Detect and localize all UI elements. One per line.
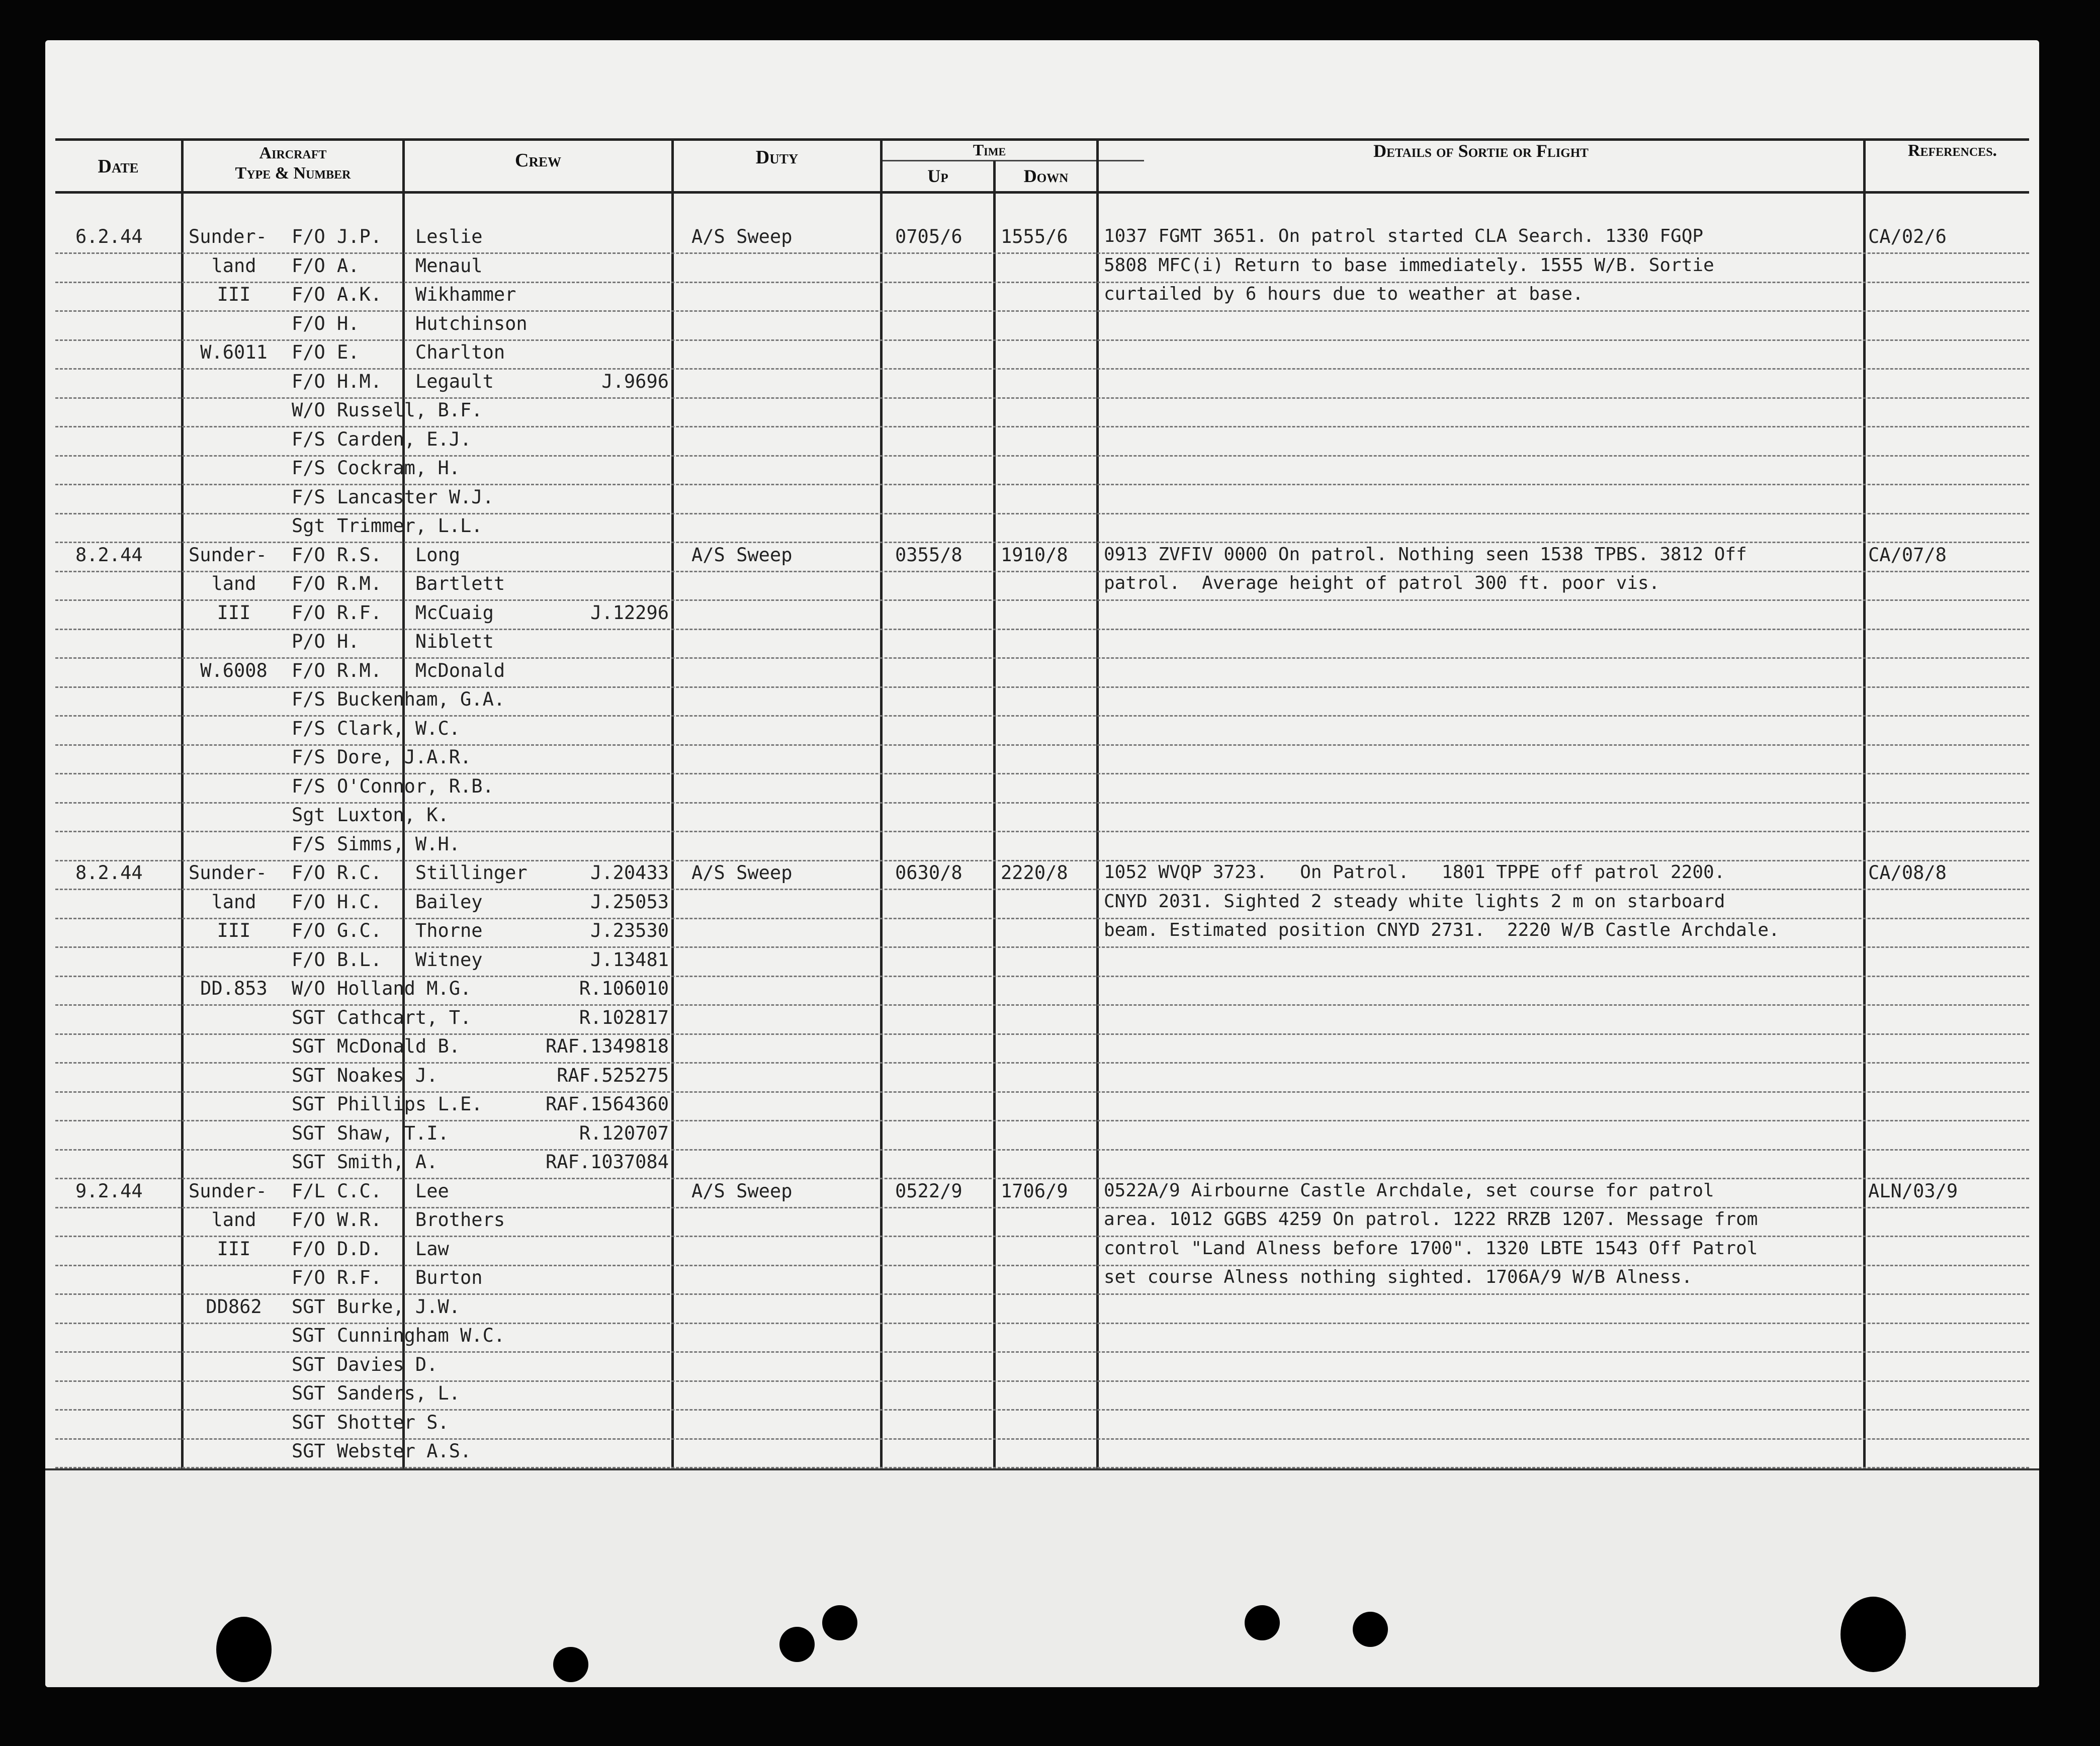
time-down: 1555/6 bbox=[1001, 226, 1068, 247]
crew-rank: SGT bbox=[292, 1411, 325, 1433]
form-footer-strip bbox=[45, 1468, 2039, 1687]
crew-rank: Sgt bbox=[292, 804, 325, 826]
row-rule bbox=[55, 571, 2029, 572]
crew-rank: F/O bbox=[292, 370, 325, 392]
crew-rank: SGT bbox=[292, 1325, 325, 1346]
row-rule bbox=[55, 773, 2029, 774]
crew-name: Webster A.S. bbox=[337, 1440, 472, 1462]
crew-service-number: J.9696 bbox=[601, 370, 669, 392]
crew-rank: SGT bbox=[292, 1151, 325, 1173]
crew-rank: F/O bbox=[292, 1209, 325, 1231]
row-rule bbox=[55, 282, 2029, 283]
crew-rank: F/O bbox=[292, 1238, 325, 1260]
crew-name: Carden, E.J. bbox=[337, 428, 472, 450]
crew-name: Lancaster W.J. bbox=[337, 486, 494, 508]
crew-service-number: R.120707 bbox=[579, 1122, 669, 1144]
crew-rank: F/O bbox=[292, 573, 325, 594]
details-line: 1052 WVQP 3723. On Patrol. 1801 TPPE off patrol 2200. bbox=[1104, 862, 1725, 883]
row-rule bbox=[55, 1380, 2029, 1382]
row-rule bbox=[55, 976, 2029, 977]
crew-rank: W/O bbox=[292, 399, 325, 421]
entry-date: 9.2.44 bbox=[75, 1180, 143, 1202]
crew-rank: F/O bbox=[292, 601, 325, 624]
crew-rank: F/O bbox=[292, 891, 325, 913]
time-up: 0522/9 bbox=[895, 1180, 962, 1202]
crew-rank: F/O bbox=[292, 254, 325, 277]
crew-header: Crew bbox=[515, 150, 561, 171]
details-line: patrol. Average height of patrol 300 ft. poor vis. bbox=[1104, 573, 1660, 593]
crew-service-number: J.12296 bbox=[590, 601, 669, 624]
crew-name: H. Hutchinson bbox=[337, 312, 528, 334]
row-rule bbox=[55, 1149, 2029, 1151]
crew-rank: F/S bbox=[292, 746, 325, 768]
punch-hole bbox=[553, 1647, 588, 1682]
details-line: set course Alness nothing sighted. 1706A/9 W/B Alness. bbox=[1104, 1267, 1693, 1287]
row-rule bbox=[55, 1351, 2029, 1353]
crew-rank: P/O bbox=[292, 631, 325, 652]
crew-rank: SGT bbox=[292, 1006, 325, 1028]
crew-name: Phillips L.E. bbox=[337, 1093, 483, 1115]
references-header: References. bbox=[1907, 141, 1997, 160]
crew-rank: F/S bbox=[292, 833, 325, 855]
crew-name: H.C. Bailey bbox=[337, 891, 483, 913]
col-divider bbox=[1863, 138, 1866, 1468]
crew-name: Cathcart, T. bbox=[337, 1006, 472, 1028]
crew-rank: F/S bbox=[292, 428, 325, 450]
crew-rank: F/O bbox=[292, 659, 325, 681]
crew-name: A.K. Wikhammer bbox=[337, 284, 516, 305]
crew-name: R.S. Long bbox=[337, 544, 461, 566]
aircraft-line: III bbox=[217, 1238, 251, 1260]
aircraft-header: Aircraft bbox=[259, 144, 327, 162]
crew-name: Clark, W.C. bbox=[337, 717, 461, 739]
reference-cell: CA/02/6 bbox=[1868, 226, 1947, 247]
crew-rank: F/O bbox=[292, 312, 325, 334]
aircraft-line: Sunder- bbox=[189, 544, 267, 566]
row-rule bbox=[55, 831, 2029, 832]
entry-date: 8.2.44 bbox=[75, 862, 143, 884]
time-down: 1910/8 bbox=[1001, 544, 1068, 566]
time-down: 2220/8 bbox=[1001, 862, 1068, 884]
time-up: 0705/6 bbox=[895, 226, 962, 247]
aircraft-line: III bbox=[217, 284, 251, 305]
reference-cell: ALN/03/9 bbox=[1868, 1180, 1958, 1202]
crew-name: H.M. Legault bbox=[337, 370, 494, 392]
crew-name: Trimmer, L.L. bbox=[337, 515, 483, 537]
details-line: 0913 ZVFIV 0000 On patrol. Nothing seen 1538 TPBS. 3812 Off bbox=[1104, 544, 1747, 565]
row-rule bbox=[55, 426, 2029, 427]
crew-name: Holland M.G. bbox=[337, 978, 472, 999]
crew-name: Shaw, T.I. bbox=[337, 1122, 449, 1144]
aircraft-line: III bbox=[217, 920, 251, 941]
crew-rank: SGT bbox=[292, 1122, 325, 1144]
crew-rank: W/O bbox=[292, 978, 325, 999]
details-line: 0522A/9 Airbourne Castle Archdale, set course for patrol bbox=[1104, 1180, 1714, 1201]
row-rule bbox=[55, 1004, 2029, 1006]
crew-name: Cockram, H. bbox=[337, 457, 461, 479]
crew-rank: F/S bbox=[292, 717, 325, 739]
entry-date: 6.2.44 bbox=[75, 226, 143, 247]
duty-header: Duty bbox=[755, 147, 799, 168]
row-rule bbox=[55, 686, 2029, 688]
duty-cell: A/S Sweep bbox=[691, 226, 793, 247]
crew-name: O'Connor, R.B. bbox=[337, 775, 494, 797]
punch-hole bbox=[1245, 1605, 1280, 1640]
entry-date: 8.2.44 bbox=[75, 544, 143, 566]
aircraft-line: land bbox=[211, 1209, 256, 1231]
aircraft-line: Sunder- bbox=[189, 226, 267, 247]
row-rule bbox=[55, 455, 2029, 457]
crew-rank: F/O bbox=[292, 284, 325, 305]
crew-name: H. Niblett bbox=[337, 631, 494, 652]
aircraft-line: Sunder- bbox=[189, 1180, 267, 1202]
row-rule bbox=[55, 310, 2029, 312]
time-up: 0355/8 bbox=[895, 544, 962, 566]
aircraft-line: land bbox=[211, 254, 256, 277]
crew-name: B.L. Witney bbox=[337, 948, 483, 971]
row-rule bbox=[55, 860, 2029, 861]
duty-cell: A/S Sweep bbox=[691, 1180, 793, 1202]
time-down-header: Down bbox=[1023, 166, 1069, 186]
crew-rank: F/O bbox=[292, 1267, 325, 1288]
crew-name: Davies D. bbox=[337, 1353, 438, 1375]
crew-name: W.R. Brothers bbox=[337, 1209, 505, 1231]
details-header: Details of Sortie or Flight bbox=[1373, 141, 1589, 161]
row-rule bbox=[55, 744, 2029, 746]
crew-name: Noakes J. bbox=[337, 1064, 438, 1086]
crew-service-number: RAF.1037084 bbox=[545, 1151, 669, 1173]
row-rule bbox=[55, 1438, 2029, 1440]
aircraft-line: Sunder- bbox=[189, 862, 267, 884]
reference-cell: CA/08/8 bbox=[1868, 862, 1947, 884]
col-divider bbox=[671, 138, 674, 1468]
crew-rank: Sgt bbox=[292, 515, 325, 537]
crew-service-number: J.20433 bbox=[590, 862, 669, 884]
crew-name: C.C. Lee bbox=[337, 1180, 449, 1202]
row-rule bbox=[55, 1120, 2029, 1121]
aircraft-line: land bbox=[211, 573, 256, 594]
date-header: Date bbox=[98, 156, 139, 177]
details-line: area. 1012 GGBS 4259 On patrol. 1222 RRZB 1207. Message from bbox=[1104, 1209, 1758, 1230]
crew-rank: F/O bbox=[292, 544, 325, 566]
row-rule bbox=[55, 1265, 2029, 1266]
row-rule bbox=[55, 946, 2029, 948]
crew-service-number: RAF.1564360 bbox=[545, 1093, 669, 1115]
crew-name: Buckenham, G.A. bbox=[337, 688, 505, 710]
details-line: control "Land Alness before 1700". 1320 LBTE 1543 Off Patrol bbox=[1104, 1238, 1758, 1259]
crew-name: Luxton, K. bbox=[337, 804, 449, 826]
details-line: curtailed by 6 hours due to weather at base. bbox=[1104, 284, 1584, 304]
col-divider bbox=[993, 161, 996, 1468]
crew-service-number: RAF.1349818 bbox=[545, 1035, 669, 1057]
col-divider bbox=[1096, 138, 1099, 1468]
row-rule bbox=[55, 397, 2029, 399]
aircraft-line: W.6008 bbox=[200, 659, 268, 681]
crew-rank: F/O bbox=[292, 341, 325, 363]
row-rule bbox=[55, 715, 2029, 717]
row-rule bbox=[55, 484, 2029, 485]
crew-name: A. Menaul bbox=[337, 254, 483, 277]
crew-name: Shotter S. bbox=[337, 1411, 449, 1433]
crew-name: Burke, J.W. bbox=[337, 1295, 461, 1318]
crew-name: Sanders, L. bbox=[337, 1382, 461, 1404]
crew-rank: SGT bbox=[292, 1035, 325, 1057]
row-rule bbox=[55, 513, 2029, 514]
row-rule bbox=[55, 1323, 2029, 1324]
crew-name: J.P. Leslie bbox=[337, 226, 483, 247]
time-header: Time bbox=[973, 141, 1006, 159]
details-line: 1037 FGMT 3651. On patrol started CLA Search. 1330 FGQP bbox=[1104, 226, 1704, 246]
crew-name: Dore, J.A.R. bbox=[337, 746, 472, 768]
crew-name: G.C. Thorne bbox=[337, 920, 483, 941]
crew-name: Simms, W.H. bbox=[337, 833, 461, 855]
time-up: 0630/8 bbox=[895, 862, 962, 884]
crew-service-number: J.25053 bbox=[590, 891, 669, 913]
row-rule bbox=[55, 1091, 2029, 1093]
details-line: 5808 MFC(i) Return to base immediately. 1555 W/B. Sortie bbox=[1104, 254, 1714, 276]
aircraft-line: DD862 bbox=[206, 1295, 262, 1318]
row-rule bbox=[55, 1293, 2029, 1295]
row-rule bbox=[55, 918, 2029, 919]
punch-hole bbox=[216, 1617, 272, 1682]
time-down: 1706/9 bbox=[1001, 1180, 1068, 1202]
col-divider bbox=[181, 138, 184, 1468]
crew-name: Cunningham W.C. bbox=[337, 1325, 505, 1346]
crew-rank: SGT bbox=[292, 1353, 325, 1375]
crew-service-number: R.106010 bbox=[579, 978, 669, 999]
reference-cell: CA/07/8 bbox=[1868, 544, 1947, 566]
row-rule bbox=[55, 1062, 2029, 1064]
record-sheet bbox=[45, 40, 2039, 1687]
aircraft-line: DD.853 bbox=[200, 978, 268, 999]
punch-hole bbox=[1353, 1612, 1388, 1647]
crew-rank: F/S bbox=[292, 688, 325, 710]
details-line: beam. Estimated position CNYD 2731. 2220 W/B Castle Archdale. bbox=[1104, 920, 1780, 940]
crew-rank: F/S bbox=[292, 457, 325, 479]
row-rule bbox=[55, 542, 2029, 543]
row-rule bbox=[55, 889, 2029, 890]
punch-hole bbox=[1841, 1597, 1906, 1672]
header-bottom-rule bbox=[55, 191, 2029, 194]
crew-service-number: J.13481 bbox=[590, 948, 669, 971]
punch-hole bbox=[779, 1627, 815, 1662]
crew-name: R.F. Burton bbox=[337, 1267, 483, 1288]
row-rule bbox=[55, 252, 2029, 254]
crew-rank: F/S bbox=[292, 775, 325, 797]
crew-name: McDonald B. bbox=[337, 1035, 461, 1057]
crew-name: D.D. Law bbox=[337, 1238, 449, 1260]
crew-rank: F/O bbox=[292, 862, 325, 884]
aircraft-subheader: Type & Number bbox=[235, 164, 351, 183]
crew-rank: SGT bbox=[292, 1064, 325, 1086]
row-rule bbox=[55, 1207, 2029, 1208]
crew-name: Smith, A. bbox=[337, 1151, 438, 1173]
crew-service-number: J.23530 bbox=[590, 920, 669, 941]
crew-rank: SGT bbox=[292, 1440, 325, 1462]
row-rule bbox=[55, 599, 2029, 601]
aircraft-line: land bbox=[211, 891, 256, 913]
crew-name: R.F. McCuaig bbox=[337, 601, 494, 624]
aircraft-line: III bbox=[217, 601, 251, 624]
row-rule bbox=[55, 1033, 2029, 1035]
row-rule bbox=[55, 629, 2029, 630]
row-rule bbox=[55, 1178, 2029, 1179]
crew-rank: SGT bbox=[292, 1295, 325, 1318]
row-rule bbox=[55, 802, 2029, 804]
time-up-header: Up bbox=[927, 166, 948, 186]
crew-rank: F/O bbox=[292, 920, 325, 941]
row-rule bbox=[55, 339, 2029, 341]
duty-cell: A/S Sweep bbox=[691, 862, 793, 884]
crew-service-number: R.102817 bbox=[579, 1006, 669, 1028]
col-divider bbox=[880, 138, 883, 1468]
duty-cell: A/S Sweep bbox=[691, 544, 793, 566]
crew-rank: SGT bbox=[292, 1093, 325, 1115]
crew-rank: F/O bbox=[292, 948, 325, 971]
crew-name: R.M. McDonald bbox=[337, 659, 505, 681]
crew-service-number: RAF.525275 bbox=[557, 1064, 669, 1086]
crew-rank: F/S bbox=[292, 486, 325, 508]
aircraft-line: W.6011 bbox=[200, 341, 268, 363]
crew-rank: F/L bbox=[292, 1180, 325, 1202]
punch-hole bbox=[822, 1605, 857, 1640]
crew-rank: SGT bbox=[292, 1382, 325, 1404]
crew-name: Russell, B.F. bbox=[337, 399, 483, 421]
crew-name: R.M. Bartlett bbox=[337, 573, 505, 594]
row-rule bbox=[55, 368, 2029, 370]
crew-name: R.C. Stillinger bbox=[337, 862, 528, 884]
crew-name: E. Charlton bbox=[337, 341, 505, 363]
details-line: CNYD 2031. Sighted 2 steady white lights 2 m on starboard bbox=[1104, 891, 1725, 912]
row-rule bbox=[55, 1236, 2029, 1237]
row-rule bbox=[55, 1409, 2029, 1411]
row-rule bbox=[55, 657, 2029, 659]
crew-rank: F/O bbox=[292, 226, 325, 247]
